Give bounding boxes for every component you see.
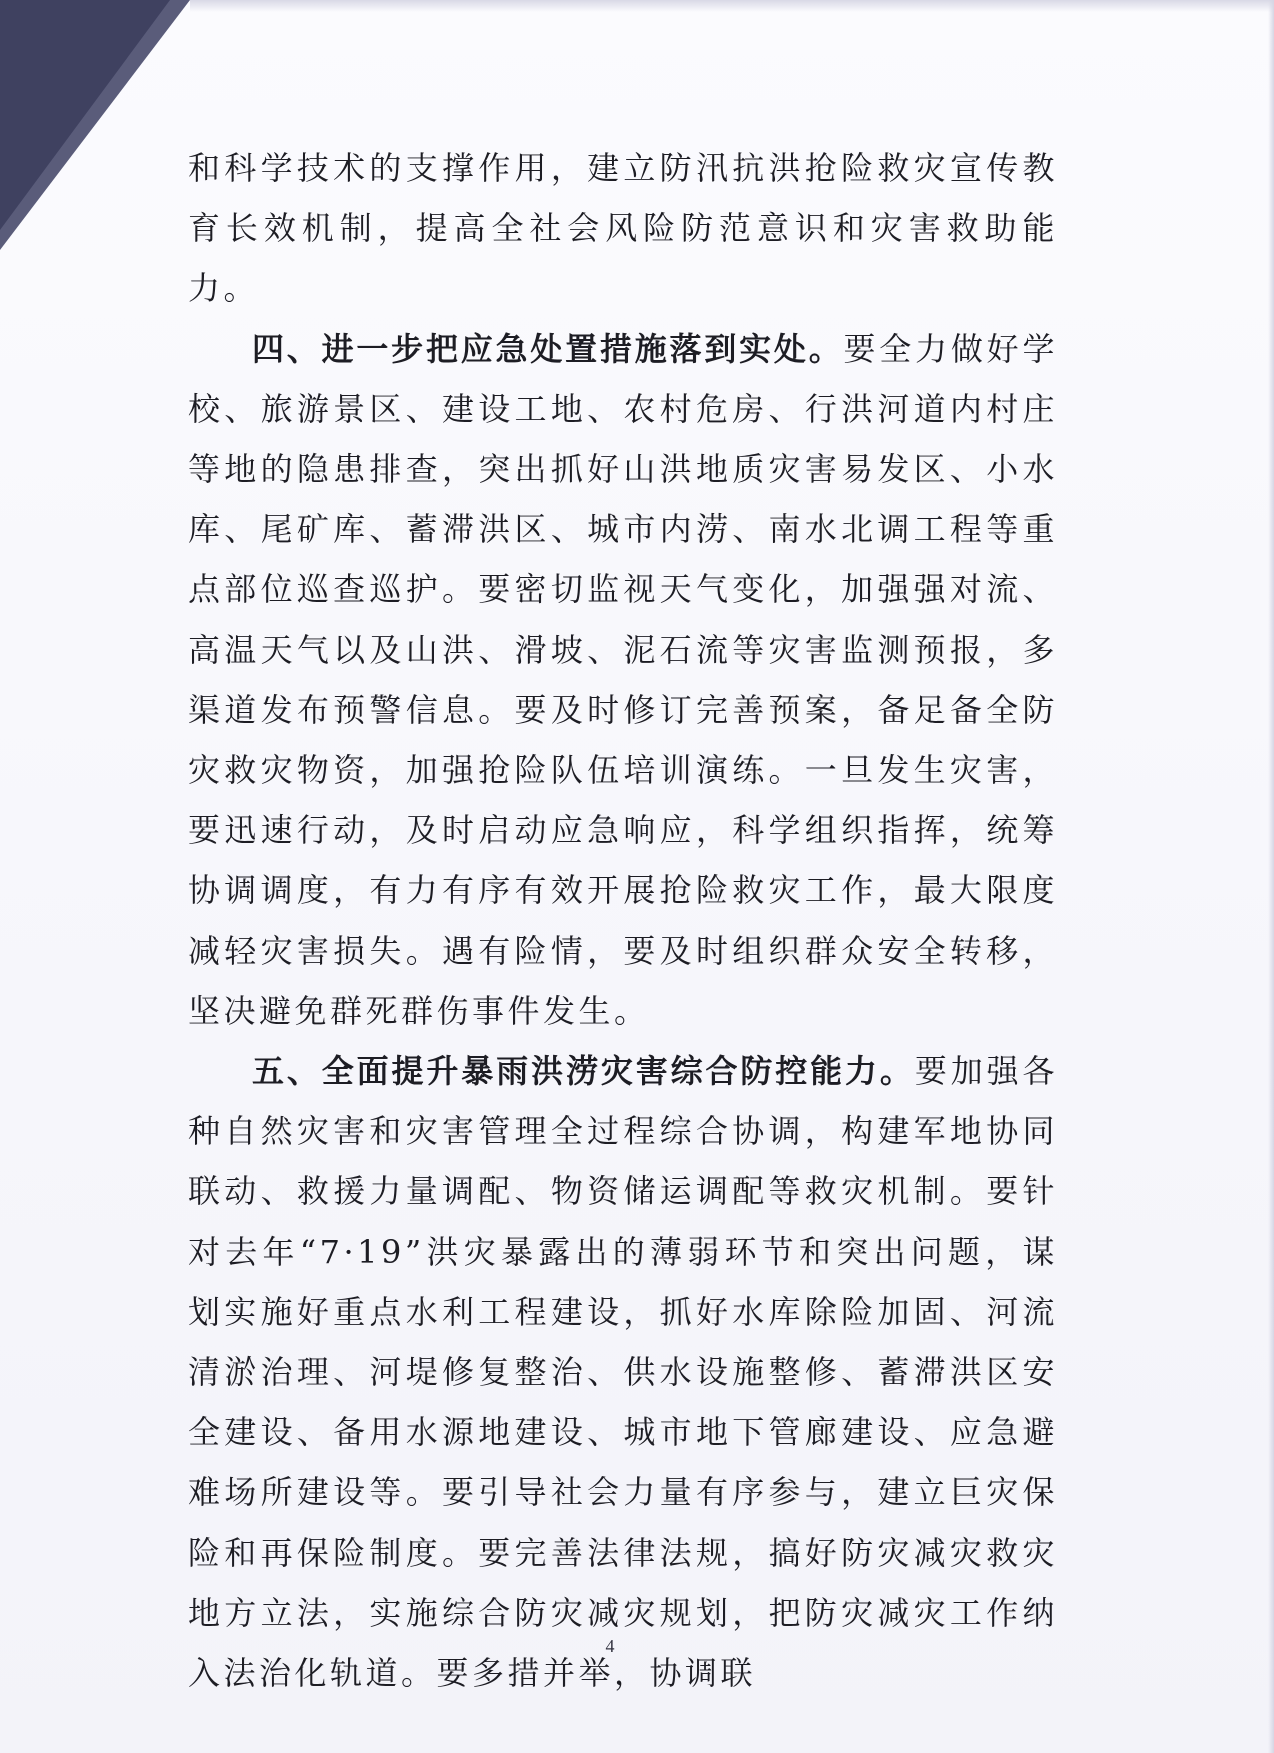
paragraph-section-four (188, 319, 1058, 1041)
scan-right-edge-shadow (1268, 0, 1274, 1753)
section-heading: 五、全面提升暴雨洪涝灾害综合防控能力。 (252, 1052, 915, 1091)
paragraph-section-five (188, 1041, 1058, 1703)
page-number: 4 (605, 1636, 615, 1656)
scan-top-edge-shadow (190, 0, 1274, 12)
paragraph-body: 要全力做好学校、旅游景区、建设工地、农村危房、行洪河道内村庄等地的隐患排查，突出抓好山洪地质灾害易发区、小水库、尾矿库、蓄滞洪区、城市内涝、南水北调工程等重点部位巡查巡护。要密切监视天气变化，加强强对流、高温天气以及山洪、滑坡、泥石流等灾害监测预报，多渠道发布预警信息。要及时修订完善预案，备足备全防灾救灾物资，加强抢险队伍培训演练。一旦发生灾害，要迅速行动，及时启动应急响应，科学组织指挥，统筹协调调度，有力有序有效开展抢险救灾工作，最大限度减轻灾害损失。遇有险情，要及时组织群众安全转移，坚决避免群死群伤事件发生。 (188, 329, 1058, 1030)
paragraph-body: 要加强各种自然灾害和灾害管理全过程综合协调，构建军地协同联动、救援力量调配、物资储运调配等救灾机制。要针对去年“7·19”洪灾暴露出的薄弱环节和突出问题，谋划实施好重点水利工程建设，抓好水库除险加固、河流清淤治理、河堤修复整治、供水设施整修、蓄滞洪区安全建设、备用水源地建设、城市地下管廊建设、应急避难场所建设等。要引导社会力量有序参与，建立巨灾保险和再保险制度。要完善法律法规，搞好防灾减灾救灾地方立法，实施综合防灾减灾规划，把防灾减灾工作纳入法治化轨道。要多措并举，协调联 (188, 1052, 1058, 1693)
scan-corner-shadow-inner (0, 0, 170, 230)
paragraph-body: 和科学技术的支撑作用，建立防汛抗洪抢险救灾宣传教育长效机制，提高全社会风险防范意识和灾害救助能力。 (188, 149, 1058, 308)
paragraph-continuation (188, 138, 1058, 319)
document-body (188, 138, 1058, 1703)
section-heading: 四、进一步把应急处置措施落到实处。 (252, 329, 844, 368)
